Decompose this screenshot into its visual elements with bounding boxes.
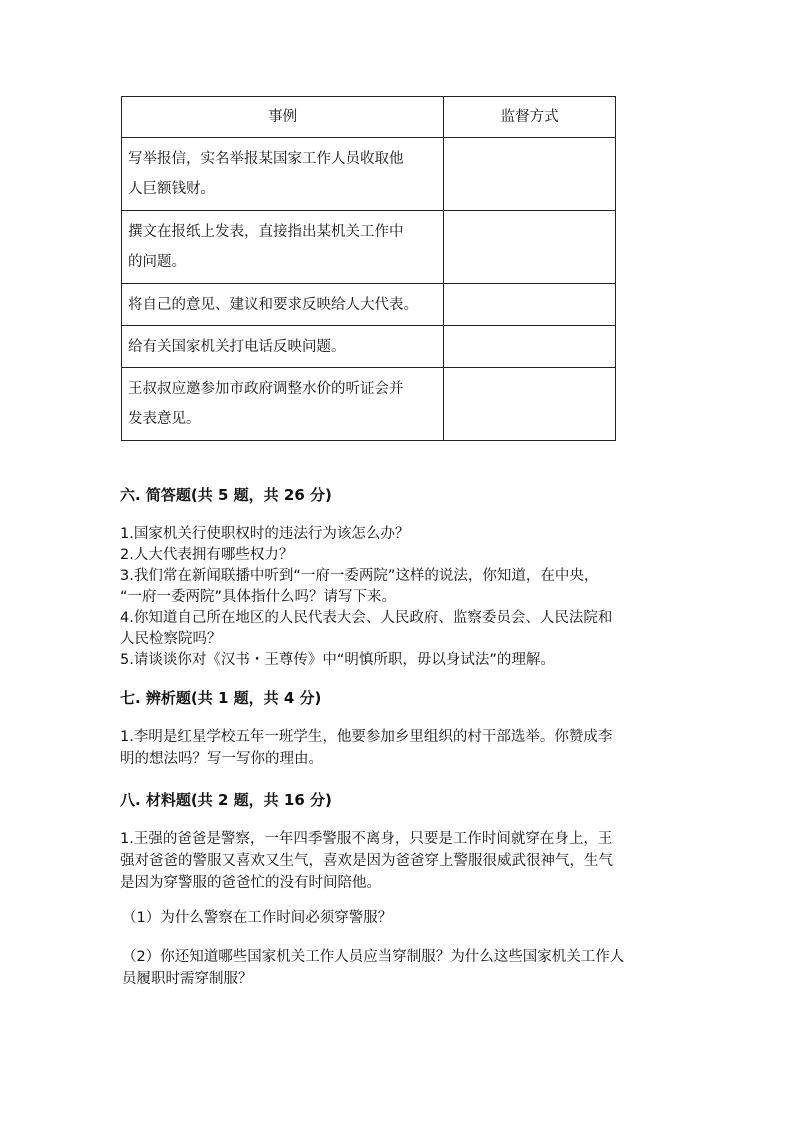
table-row	[122, 326, 616, 368]
question-line: 员履职时需穿制服？	[122, 971, 253, 987]
question-line: 人民检察院吗？	[120, 631, 222, 647]
case-line: 人巨额钱财。	[128, 181, 215, 197]
case-cell	[122, 368, 444, 441]
question-line: 1.李明是红星学校五年一班学生，他要参加乡里组织的村干部选举。你赞成李	[120, 729, 613, 745]
table-row	[122, 138, 616, 211]
method-cell[interactable]	[444, 284, 616, 326]
material-line: 强对爸爸的警服又喜欢又生气，喜欢是因为爸爸穿上警服很威武很神气，生气	[120, 853, 613, 869]
case-line: 写举报信，实名举报某国家工作人员收取他	[128, 151, 404, 167]
question-line: 1.国家机关行使职权时的违法行为该怎么办？	[120, 526, 410, 542]
material-subquestion-2	[120, 946, 682, 990]
question-line: （1）为什么警察在工作时间必须穿警服？	[122, 910, 393, 926]
method-cell[interactable]	[444, 138, 616, 211]
method-cell[interactable]	[444, 326, 616, 368]
table-row	[122, 211, 616, 284]
method-cell[interactable]	[444, 368, 616, 441]
case-cell	[122, 211, 444, 284]
table-row	[122, 284, 616, 326]
section-title: 八. 材料题(共 2 题，共 16 分)	[120, 791, 332, 809]
material-text	[120, 828, 680, 894]
short-answer-questions	[120, 524, 680, 671]
section-analysis	[120, 687, 680, 709]
material-subquestion-1	[120, 908, 682, 929]
case-line: 撰文在报纸上发表，直接指出某机关工作中	[128, 224, 404, 240]
section-title: 六. 简答题(共 5 题，共 26 分)	[120, 486, 332, 504]
supervision-table	[121, 96, 616, 441]
question-line: 明的想法吗？写一写你的理由。	[120, 751, 323, 767]
question-line: 2.人大代表拥有哪些权力？	[120, 547, 294, 563]
header-method: 监督方式	[444, 97, 616, 138]
question-line: 3.我们常在新闻联播中听到“一府一委两院”这样的说法，你知道，在中央，	[120, 568, 599, 584]
method-cell[interactable]	[444, 211, 616, 284]
table-header-row	[122, 97, 616, 138]
case-line: 发表意见。	[128, 411, 201, 427]
case-cell	[122, 284, 444, 326]
case-line: 王叔叔应邀参加市政府调整水价的听证会并	[128, 381, 404, 397]
header-case: 事例	[122, 97, 444, 138]
question-line: “一府一委两院”具体指什么吗？请写下来。	[120, 589, 397, 605]
case-line: 将自己的意见、建议和要求反映给人大代表。	[128, 296, 418, 313]
section-material	[120, 789, 680, 811]
case-cell	[122, 138, 444, 211]
question-line: 5.请谈谈你对《汉书・王尊传》中“明慎所职，毋以身试法”的理解。	[120, 652, 555, 668]
question-line: （2）你还知道哪些国家机关工作人员应当穿制服？为什么这些国家机关工作人	[122, 949, 625, 965]
section-title: 七. 辨析题(共 1 题，共 4 分)	[120, 689, 322, 707]
case-line: 给有关国家机关打电话反映问题。	[128, 338, 346, 355]
case-line: 的问题。	[128, 254, 186, 270]
analysis-question	[120, 726, 680, 770]
case-cell	[122, 326, 444, 368]
table-row	[122, 368, 616, 441]
question-line: 4.你知道自己所在地区的人民代表大会、人民政府、监察委员会、人民法院和	[120, 610, 613, 626]
section-short-answer	[120, 484, 680, 506]
material-line: 1.王强的爸爸是警察，一年四季警服不离身，只要是工作时间就穿在身上，王	[120, 831, 613, 847]
material-line: 是因为穿警服的爸爸忙的没有时间陪他。	[120, 875, 381, 891]
